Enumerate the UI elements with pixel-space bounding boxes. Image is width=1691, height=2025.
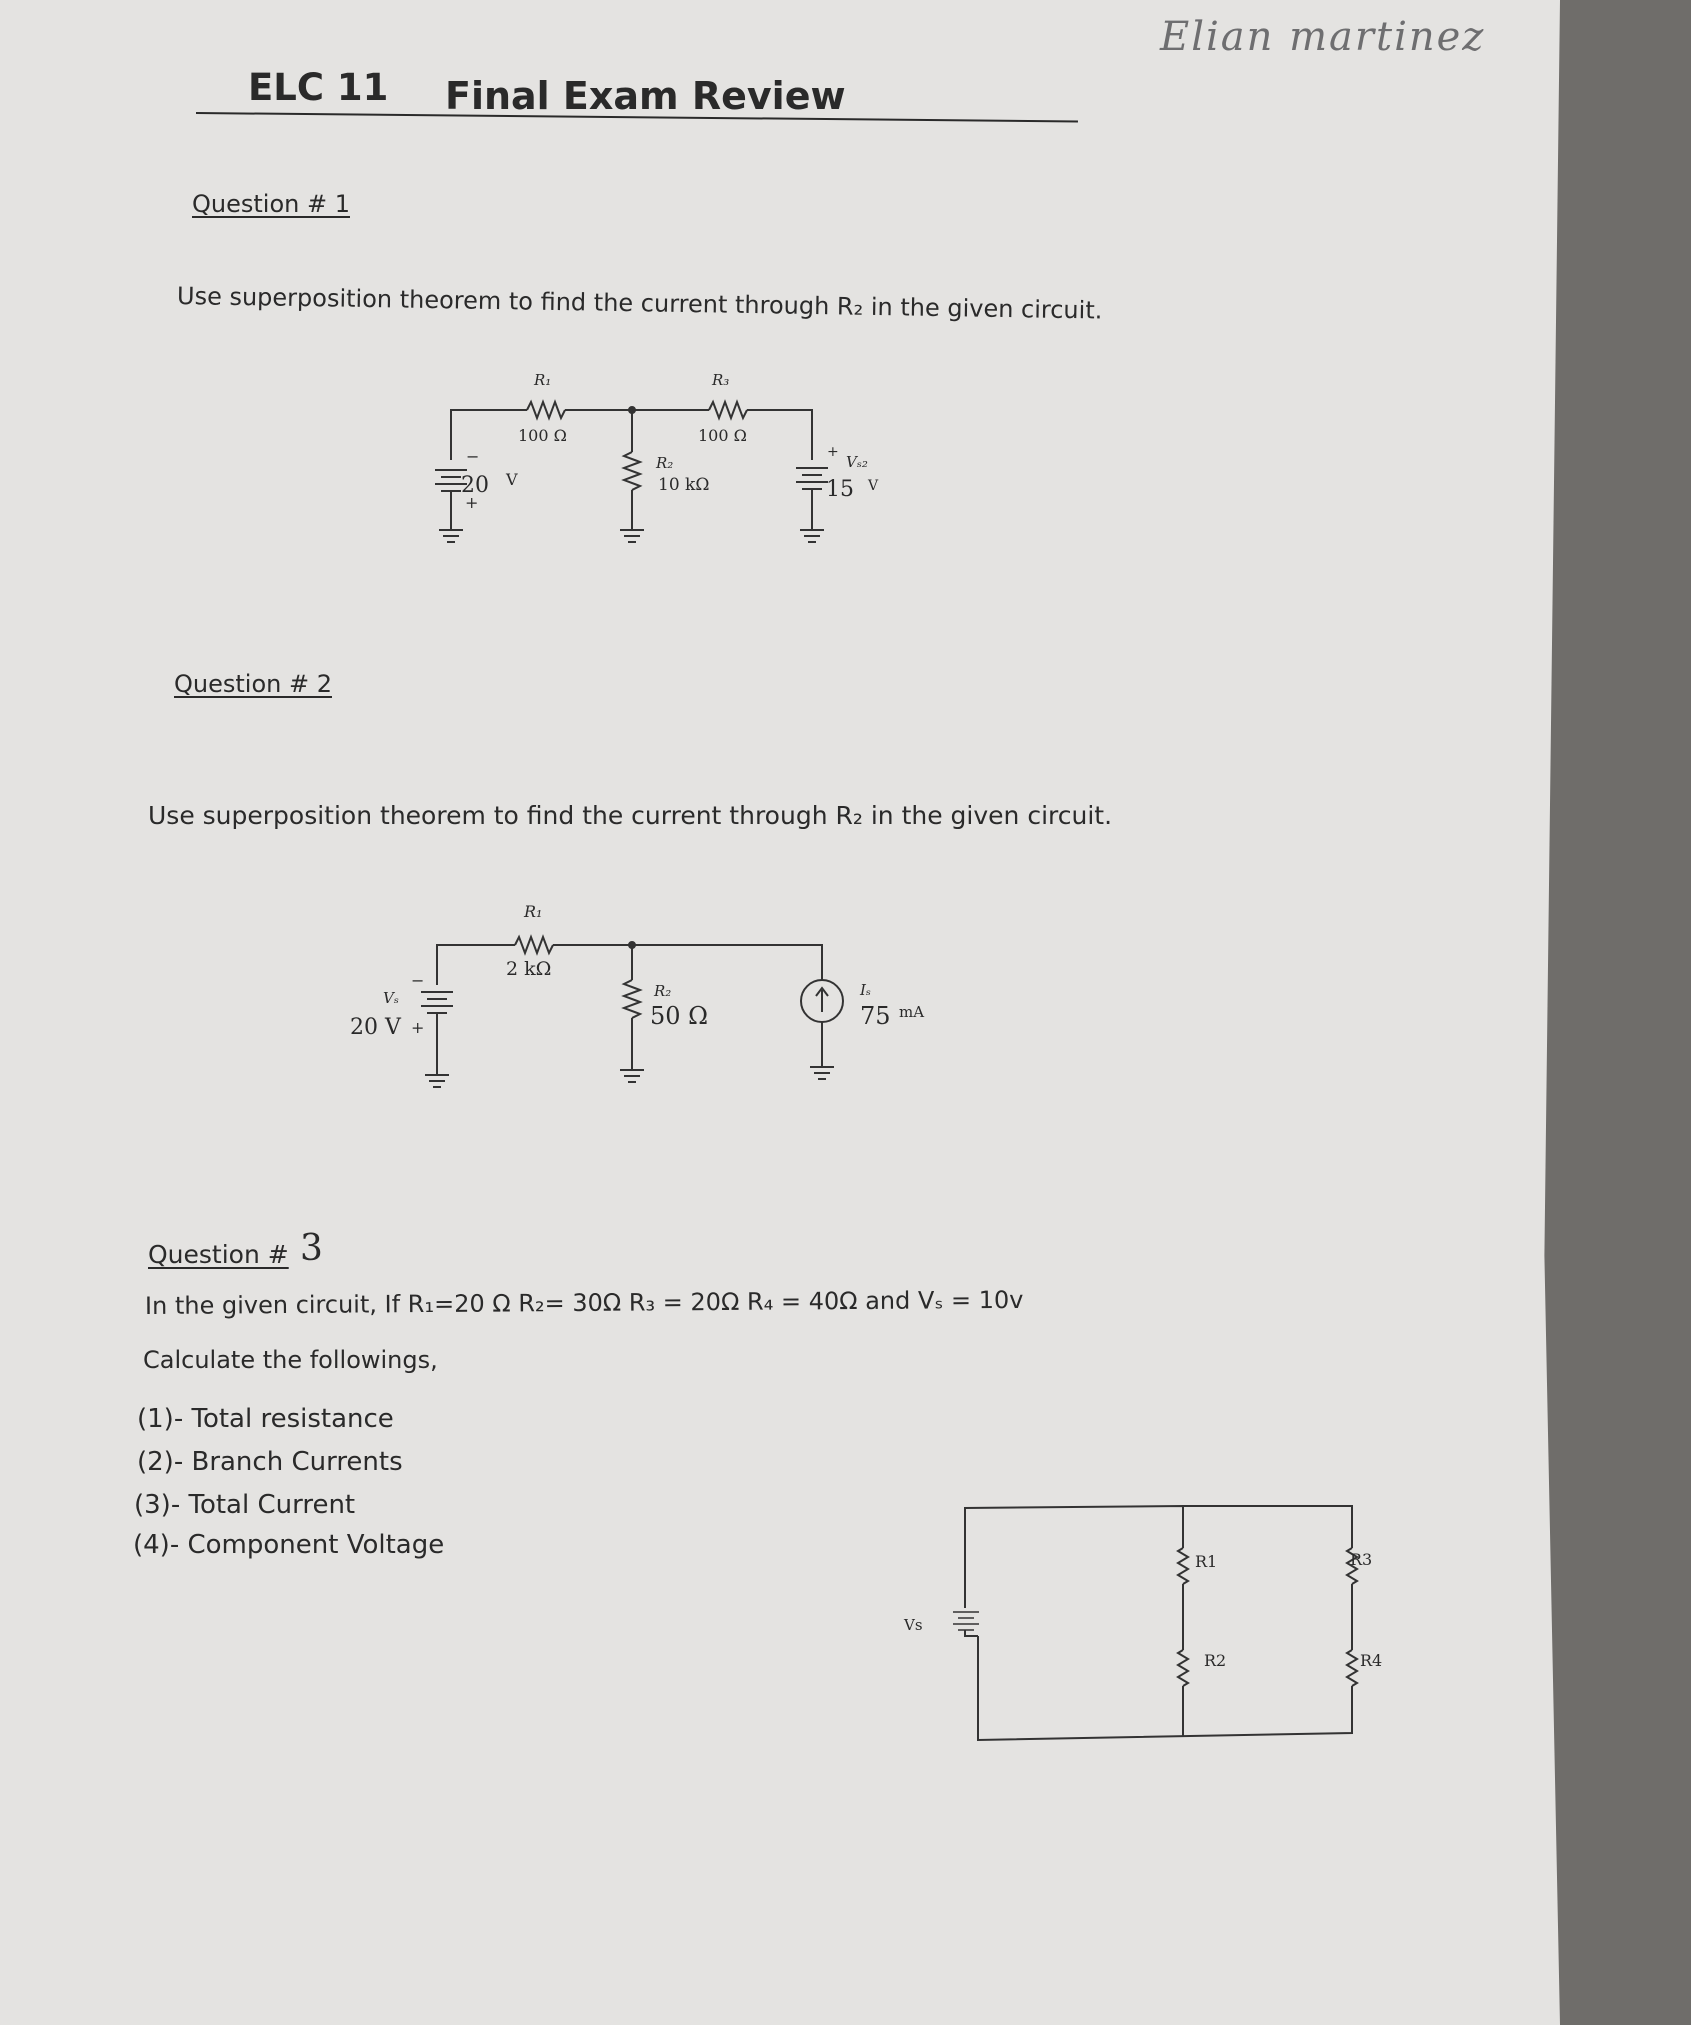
ground-icon (425, 1075, 449, 1087)
current-source-unit: mA (899, 1003, 925, 1021)
source-1-unit: V (506, 470, 518, 489)
course-code: ELC 11 (248, 66, 389, 109)
r4-label: R4 (1360, 1651, 1383, 1670)
battery-icon (796, 468, 828, 489)
page-title: Final Exam Review (445, 74, 846, 118)
r1-label: R1 (1195, 1552, 1218, 1571)
task-item: (1)- Total resistance (137, 1404, 394, 1434)
student-name: Elian martinez (1160, 14, 1486, 60)
current-source-label: Iₛ (860, 981, 871, 999)
circuit-2 (421, 937, 843, 1087)
source-2-unit: V (868, 478, 879, 494)
source-minus: − (411, 971, 425, 990)
r2-label: R₂ (656, 454, 674, 472)
r3-label: R3 (1350, 1550, 1373, 1569)
source-plus: + (411, 1018, 425, 1037)
ground-icon (439, 530, 463, 542)
task-item: (2)- Branch Currents (137, 1447, 403, 1477)
junction-node (629, 407, 635, 413)
circuit-3 (953, 1506, 1357, 1740)
task-item: (3)- Total Current (134, 1490, 356, 1520)
question-1-heading: Question # 1 (192, 190, 350, 218)
circuit-1 (435, 402, 828, 542)
wire (965, 1506, 1183, 1608)
question-1-prompt: Use superposition theorem to find the current through R₂ in the given circuit. (176, 282, 1103, 325)
junction-node (629, 942, 635, 948)
source-1-minus: − (466, 447, 480, 466)
r2-value: 50 Ω (650, 1002, 709, 1030)
source-1-plus: + (465, 493, 479, 512)
source-label: Vₛ (383, 989, 399, 1007)
arrow-up-icon (816, 988, 828, 1012)
r2-label: R₂ (654, 982, 672, 1000)
resistor-r2 (624, 980, 640, 1018)
question-2-prompt: Use superposition theorem to find the current through R₂ in the given circuit. (148, 801, 1113, 830)
r1-value: 100 Ω (518, 426, 567, 445)
r1-label: R₁ (524, 902, 543, 921)
source-1-value: 20 (461, 473, 489, 498)
question-3-number: 3 (300, 1228, 323, 1269)
resistor-r1 (1178, 1548, 1188, 1584)
source-value: 20 V (350, 1015, 401, 1040)
source-label: Vs (904, 1616, 923, 1634)
wire (553, 945, 822, 980)
ground-icon (810, 1067, 834, 1079)
ground-icon (620, 1070, 644, 1082)
r2-value: 10 kΩ (658, 475, 710, 495)
source-2-plus: + (827, 444, 839, 460)
r2-label: R2 (1204, 1651, 1227, 1670)
wire (451, 410, 527, 460)
question-2-heading: Question # 2 (174, 670, 332, 698)
r3-value: 100 Ω (698, 426, 747, 445)
wire (978, 1636, 1352, 1740)
r1-label: R₁ (534, 371, 552, 389)
resistor-r4 (1347, 1650, 1357, 1686)
question-3-given-values: In the given circuit, If R₁=20 Ω R₂= 30Ω R₃ = 20Ω R₄ = 40Ω and Vₛ = 10v (144, 1285, 1024, 1320)
source-2-value: 15 (826, 477, 854, 502)
current-source-value: 75 (860, 1002, 891, 1030)
resistor-r2 (1178, 1650, 1188, 1686)
task-item: (4)- Component Voltage (133, 1530, 445, 1560)
question-3-heading: Question # (148, 1240, 289, 1269)
wire (965, 1630, 978, 1636)
ground-icon (800, 530, 824, 542)
wire (1183, 1506, 1352, 1548)
r3-label: R₃ (712, 371, 730, 389)
wire (747, 410, 812, 460)
battery-icon (953, 1612, 979, 1630)
source-2-label: Vₛ₂ (846, 453, 868, 471)
battery-icon (421, 992, 453, 1013)
resistor-r2 (624, 452, 640, 490)
resistor-r1 (527, 402, 565, 418)
wire (437, 945, 515, 985)
question-3-instruction: Calculate the followings, (143, 1346, 438, 1374)
resistor-r1 (515, 937, 553, 953)
r1-value: 2 kΩ (506, 958, 552, 980)
resistor-r3 (709, 402, 747, 418)
ground-icon (620, 530, 644, 542)
